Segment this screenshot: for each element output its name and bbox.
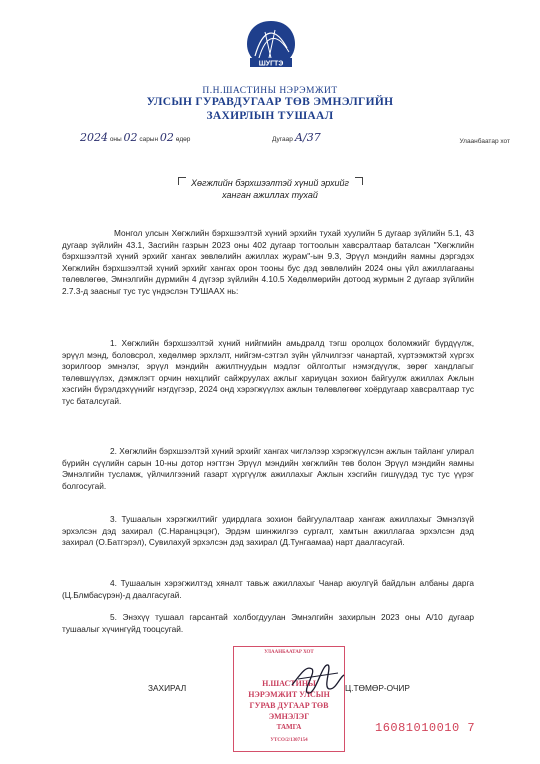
signature-name: Ц.ТӨМӨР-ОЧИР — [345, 683, 410, 693]
preamble-paragraph: Монгол улсын Хөгжлийн бэрхшээлтэй хүний эрхийн тухай хуулийн 5 дугаар зүйлийн 5.1, 43 дугаар зүйлийн 43.1, Засгийн газрын 2023 оны 402 дугаар тогтоолын хавсралтаар баталсан "Хөгжлийн бэрхшээлтэй хүний эрхийг хангах зөвлөлийн ажиллах журам"-ын 9.3, Эрүүл мэндийн яамны дэргэдэх Хөгжлийн бэрхшээлтэй хүний эрхийг хангах орон тооны бус дэд зөвлөлийн 2024 оны үйл ажиллагааны төлөвлөгөө, Эмнэлгийн дүрмийн 4 дүгээр зүйлийн 4.10.5 Хөдөлмөрийн дотоод журмын 2 дугаар зүйлийн 2.7.3-д заасныг тус тус үндэслэн ТУШААХ нь: — [62, 228, 474, 296]
stamp-bottom-line: УТСО/2/1307154 — [270, 738, 308, 743]
date-day: 02 — [159, 131, 174, 144]
order-title: ЗАХИРЛЫН ТУШААЛ — [206, 110, 334, 122]
month-suffix: сарын — [139, 136, 159, 143]
number-line — [272, 131, 321, 144]
item-4-paragraph: 4. Тушаалын хэрэгжилтэд хяналт тавьж ажиллахыг Чанар аюулгүй байдлын албаны дарга (Ц.Блмбасүрэн)-д даалгасугай. — [62, 578, 474, 600]
hospital-logo — [241, 18, 301, 70]
number-label: Дугаар — [272, 136, 293, 143]
item-2-paragraph: 2. Хөгжлийн бэрхшээлтэй хүний эрхийг хангах чиглэлээр хэрэгжүүлсэн ажлын тайланг улирал бүрийн сүүлийн сарын 10-ны дотор нэгтгэн Эрүүл мэндийн хөгжлийн төв болон Эрүүл мэндийн яамны Эмнэлгийн тусламж, үйлчилгээний газарт хүргүүлж ажиллахыг Ажлын хэсгийн гишүүдэд тус тус үүрэг болгосугай. — [62, 446, 474, 491]
org-line-1: П.Н.ШАСТИНЫ НЭРЭМЖИТ — [202, 86, 338, 96]
subject-line-1: Хөгжлийн бэрхшээлтэй хүний эрхийг — [191, 178, 349, 188]
date-month: 02 — [123, 131, 138, 144]
stamp-line-1: Н.ШАСТИНЫ — [262, 679, 316, 688]
stamp-line-4: ЭМНЭЛЭГ — [268, 712, 310, 721]
handwritten-signature — [288, 655, 348, 700]
signature-title: ЗАХИРАЛ — [148, 683, 187, 693]
stamp-line-2: НЭРЭМЖИТ УЛСЫН — [248, 690, 330, 699]
subject-line-2: ханган ажиллах тухай — [222, 190, 318, 200]
date-year: 2024 — [80, 131, 108, 144]
logo-text: ШУГТЭ — [258, 60, 284, 68]
year-suffix: оны — [109, 136, 122, 143]
org-line-2: УЛСЫН ГУРАВДУГААР ТӨВ ЭМНЭЛГИЙН — [146, 96, 394, 108]
document-serial-number: 16081010010 7 — [375, 721, 476, 735]
city-label: Улаанбаатар хот — [459, 138, 510, 145]
order-number: А/37 — [294, 131, 321, 144]
item-5-paragraph: 5. Энэхүү тушаал гарсантай холбогдуулан Эмнэлгийн захирлын 2023 оны А/10 дугаар тушаалыг хүчингүйд тооцсугай. — [62, 612, 474, 634]
item-3-paragraph: 3. Тушаалын хэрэгжилтийг удирдлага зохион байгуулалтаар хангаж ажиллахыг Эмнэлзүй эрхэлсэн дэд захирал (С.Наранцэцэг), Эрдэм шинжилгээ сургалт, хамтын ажиллагаа эрхэлсэн дэд захирал (О.Батгэрэл), Сувилахуй эрхэлсэн дэд захирал (Д.Тунгаамаа) нарт даалгасугай. — [62, 514, 474, 548]
date-line — [80, 131, 190, 144]
stamp-line-5: ТАМГА — [276, 723, 302, 731]
item-1-paragraph: 1. Хөгжлийн бэрхшээлтэй хүний нийгмийн амьдралд тэгш оролцох боломжийг бүрдүүлж, эрүүл мэнд, боловсрол, хөдөлмөр эрхлэлт, нийгэм-сэтгэл зүйн үйлчилгээг чанартай, хүртээмжтэй хүргэх зорилгоор эмнэлэг, эрүүл мэндийн ажилтнуудын мэдлэг ойлголтыг нэмэгдүүлж, зөрөг хандлагыг төлөвшүүлэх, дэмжлэгт орчин нөхцлийг сайжруулах ажлыг хариуцан зохион байгуулж ажиллах Ажлын хэсгийн бүрэлдэхүүнийг нэгдүгээр, 2024 онд хэрэгжүүлэх ажлын төлөвлөгөөг хоёрдугаар хавсралтаар тус тус баталсугай. — [62, 338, 474, 406]
stamp-top-line: УЛААНБААТАР ХОТ — [264, 650, 314, 655]
stamp-line-3: ГУРАВ ДУГААР ТӨВ — [249, 701, 329, 710]
day-suffix: өдөр — [175, 136, 191, 143]
